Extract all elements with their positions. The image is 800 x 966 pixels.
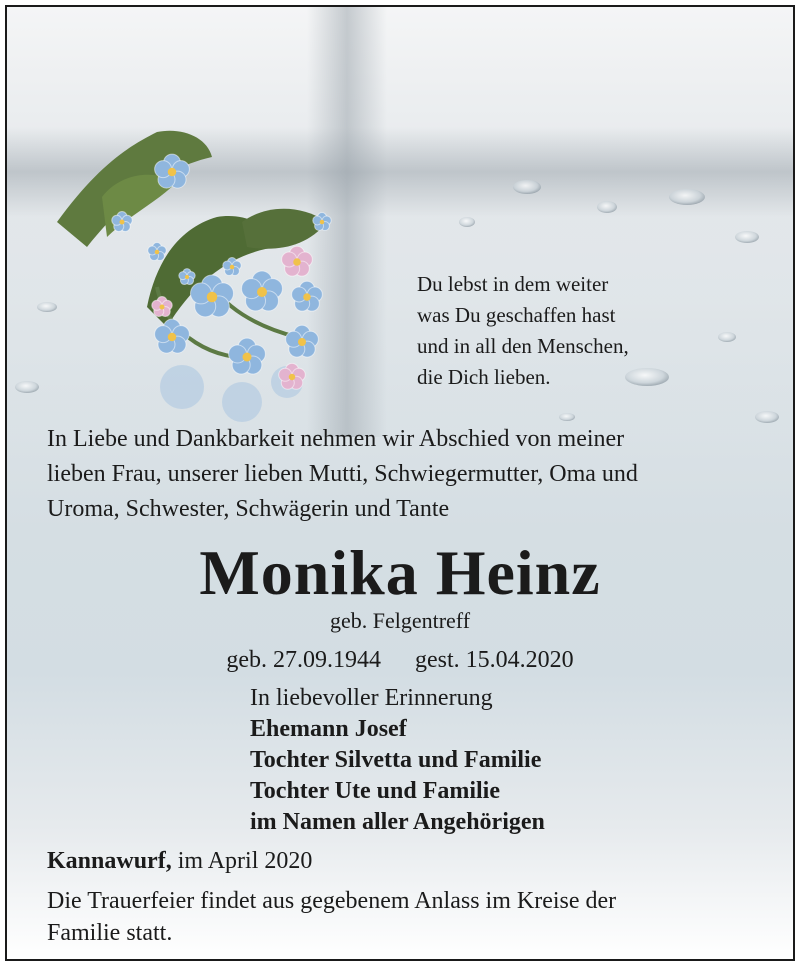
poem-line: und in all den Menschen, (417, 334, 629, 358)
life-dates (7, 643, 793, 677)
poem-line: Du lebst in dem weiter (417, 272, 609, 296)
mourners-heading: In liebevoller Erinnerung (250, 685, 493, 711)
farewell-line: Uroma, Schwester, Schwägerin und Tante (47, 496, 450, 522)
memorial-poem (417, 269, 629, 393)
funeral-note (47, 885, 767, 949)
place-town: Kannawurf, (47, 848, 172, 874)
place-date (47, 845, 312, 877)
farewell-text (47, 422, 767, 527)
deceased-name: Monika Heinz (199, 537, 601, 608)
memorial-photo (7, 7, 793, 437)
maiden-name: geb. Felgentreff (329, 608, 471, 633)
mourner-line: Ehemann Josef (250, 716, 407, 742)
poem-line: was Du geschaffen hast (417, 303, 616, 327)
mourner-line: Tochter Silvetta und Familie (250, 747, 542, 773)
obituary-notice (5, 5, 795, 961)
farewell-line: In Liebe und Dankbarkeit nehmen wir Abschied von meiner (47, 426, 625, 452)
mourner-line: Tochter Ute und Familie (250, 778, 500, 804)
birth-date: geb. 27.09.1944 (226, 647, 381, 673)
funeral-line: Die Trauerfeier findet aus gegebenem Anlass im Kreise der (47, 888, 617, 914)
poem-line: die Dich lieben. (417, 365, 551, 389)
place-month: im April 2020 (177, 848, 313, 874)
death-date: gest. 15.04.2020 (414, 647, 574, 673)
funeral-line: Familie statt. (47, 920, 173, 946)
mourner-line: im Namen aller Angehörigen (250, 809, 545, 835)
farewell-line: lieben Frau, unserer lieben Mutti, Schwiegermutter, Oma und (47, 461, 638, 487)
mourners-block (250, 683, 545, 838)
